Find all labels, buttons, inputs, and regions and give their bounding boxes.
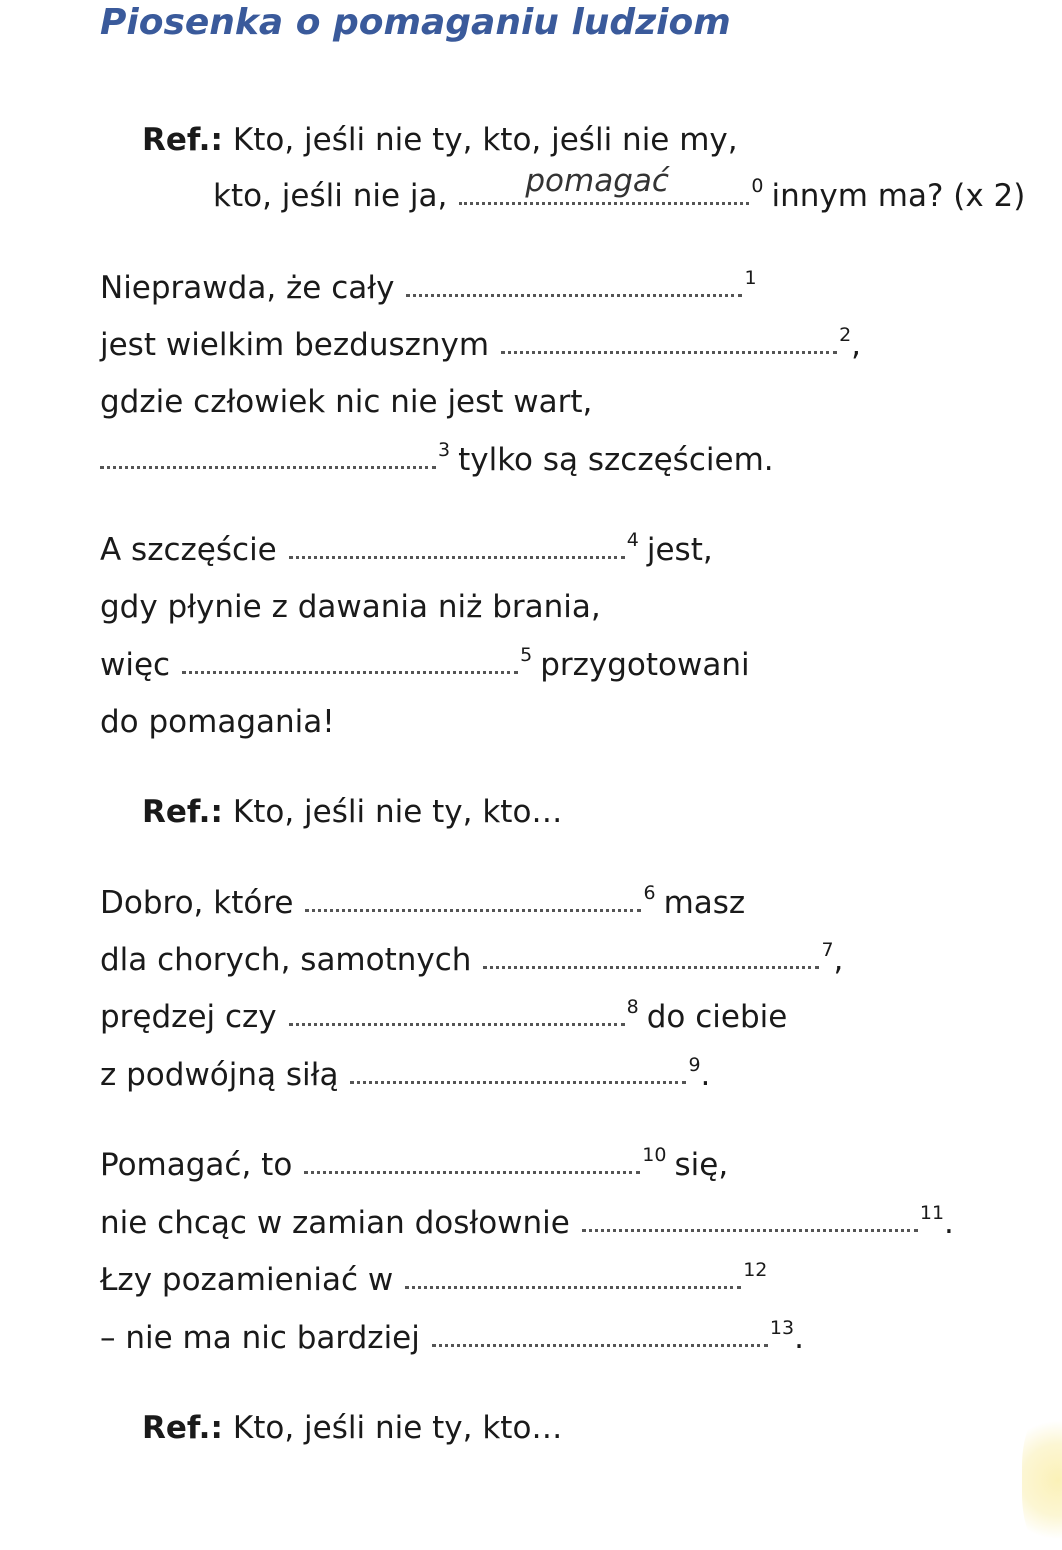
answer-blank-9[interactable] <box>350 1077 686 1084</box>
lyric-text: Łzy pozamieniać w <box>100 1262 394 1298</box>
stanza-1-line-4 <box>100 440 774 484</box>
lyric-text: , <box>851 327 862 363</box>
song-title: Piosenka o pomaganiu ludziom <box>100 2 731 43</box>
blank-number: 3 <box>438 439 451 461</box>
blank-number: 0 <box>751 175 764 197</box>
stanza-3-line-4 <box>100 1055 710 1099</box>
blank-number: 2 <box>839 324 852 346</box>
lyric-text: więc <box>100 647 171 683</box>
blank-number: 1 <box>744 267 757 289</box>
blank-number: 9 <box>688 1054 701 1076</box>
lyric-text: gdzie człowiek nic nie jest wart, <box>100 384 593 420</box>
answer-blank-0[interactable] <box>459 163 749 205</box>
blank-number: 13 <box>769 1317 795 1339</box>
lyric-text: A szczęście <box>100 532 277 568</box>
lyric-text: – nie ma nic bardziej <box>100 1320 420 1356</box>
stanza-2-line-1 <box>100 530 713 574</box>
blank-number: 8 <box>626 996 639 1018</box>
lyric-text: tylko są szczęściem. <box>458 442 774 478</box>
answer-blank-6[interactable] <box>305 905 641 912</box>
answer-blank-13[interactable] <box>432 1340 768 1347</box>
lyric-text: . <box>700 1057 711 1093</box>
blank-number: 4 <box>626 529 639 551</box>
refrain-line-2 <box>213 163 1026 220</box>
refrain-short-2 <box>142 1408 562 1448</box>
lyric-text: przygotowani <box>540 647 750 683</box>
refrain-text: Kto, jeśli nie ty, kto, jeśli nie my, <box>232 122 738 158</box>
stanza-3-line-2 <box>100 940 843 984</box>
blank-number: 10 <box>642 1144 667 1166</box>
stanza-4-line-2 <box>100 1203 954 1247</box>
stanza-3-line-3 <box>100 997 787 1041</box>
stanza-2-line-2 <box>100 587 601 627</box>
blank-number: 6 <box>643 882 656 904</box>
answer-blank-8[interactable] <box>289 1019 625 1026</box>
stanza-1-line-3 <box>100 382 592 422</box>
stanza-2-line-3 <box>100 645 750 689</box>
answer-blank-4[interactable] <box>289 552 625 559</box>
answer-blank-2[interactable] <box>501 347 837 354</box>
blank-number: 7 <box>821 939 834 961</box>
lyric-text: do pomagania! <box>100 704 335 740</box>
blank-number: 12 <box>743 1259 768 1281</box>
refrain-text: innym ma? (x 2) <box>771 178 1026 214</box>
refrain-label: Ref.: <box>142 1410 223 1446</box>
lyric-text: . <box>944 1205 954 1241</box>
refrain-label: Ref.: <box>142 122 223 158</box>
lyric-text: gdy płynie z dawania niż brania, <box>100 589 601 625</box>
answer-blank-10[interactable] <box>304 1167 640 1174</box>
stanza-2-line-4 <box>100 702 335 742</box>
lyric-text: się, <box>674 1147 729 1183</box>
lyric-text: Dobro, które <box>100 885 294 921</box>
refrain-text: kto, jeśli nie ja, <box>213 178 448 214</box>
lyric-text: Pomagać, to <box>100 1147 293 1183</box>
stanza-4-line-4 <box>100 1318 804 1362</box>
stanza-1-line-2 <box>100 325 861 369</box>
refrain-label: Ref.: <box>142 794 223 830</box>
lyric-text: do ciebie <box>646 999 788 1035</box>
lyric-text: jest wielkim bezdusznym <box>100 327 490 363</box>
stanza-4-line-3 <box>100 1260 775 1304</box>
refrain-short-1 <box>142 792 562 832</box>
lyric-text: nie chcąc w zamian dosłownie <box>100 1205 570 1241</box>
lyric-text: , <box>833 942 844 978</box>
lyric-text: Nieprawda, że cały <box>100 270 395 306</box>
refrain-text: Kto, jeśli nie ty, kto… <box>232 1410 563 1446</box>
stanza-1-line-1 <box>100 268 765 312</box>
stanza-3-line-1 <box>100 883 745 927</box>
example-answer: pomagać <box>525 163 669 199</box>
lyric-text: masz <box>663 885 746 921</box>
lyric-text: dla chorych, samotnych <box>100 942 472 978</box>
lyric-text: jest, <box>646 532 713 568</box>
lyric-text: z podwójną siłą <box>100 1057 339 1093</box>
answer-blank-5[interactable] <box>182 667 518 674</box>
blank-number: 5 <box>520 644 533 666</box>
lyric-text: . <box>794 1320 804 1356</box>
answer-blank-7[interactable] <box>483 962 819 969</box>
answer-blank-1[interactable] <box>406 290 742 297</box>
blank-number: 11 <box>919 1202 945 1224</box>
refrain-line-1 <box>142 120 738 160</box>
answer-blank-11[interactable] <box>582 1225 918 1232</box>
decorative-sun-glow <box>1022 1410 1062 1550</box>
answer-blank-12[interactable] <box>405 1282 741 1289</box>
answer-blank-3[interactable] <box>100 462 436 469</box>
refrain-text: Kto, jeśli nie ty, kto… <box>232 794 563 830</box>
lyric-text: prędzej czy <box>100 999 277 1035</box>
stanza-4-line-1 <box>100 1145 728 1189</box>
